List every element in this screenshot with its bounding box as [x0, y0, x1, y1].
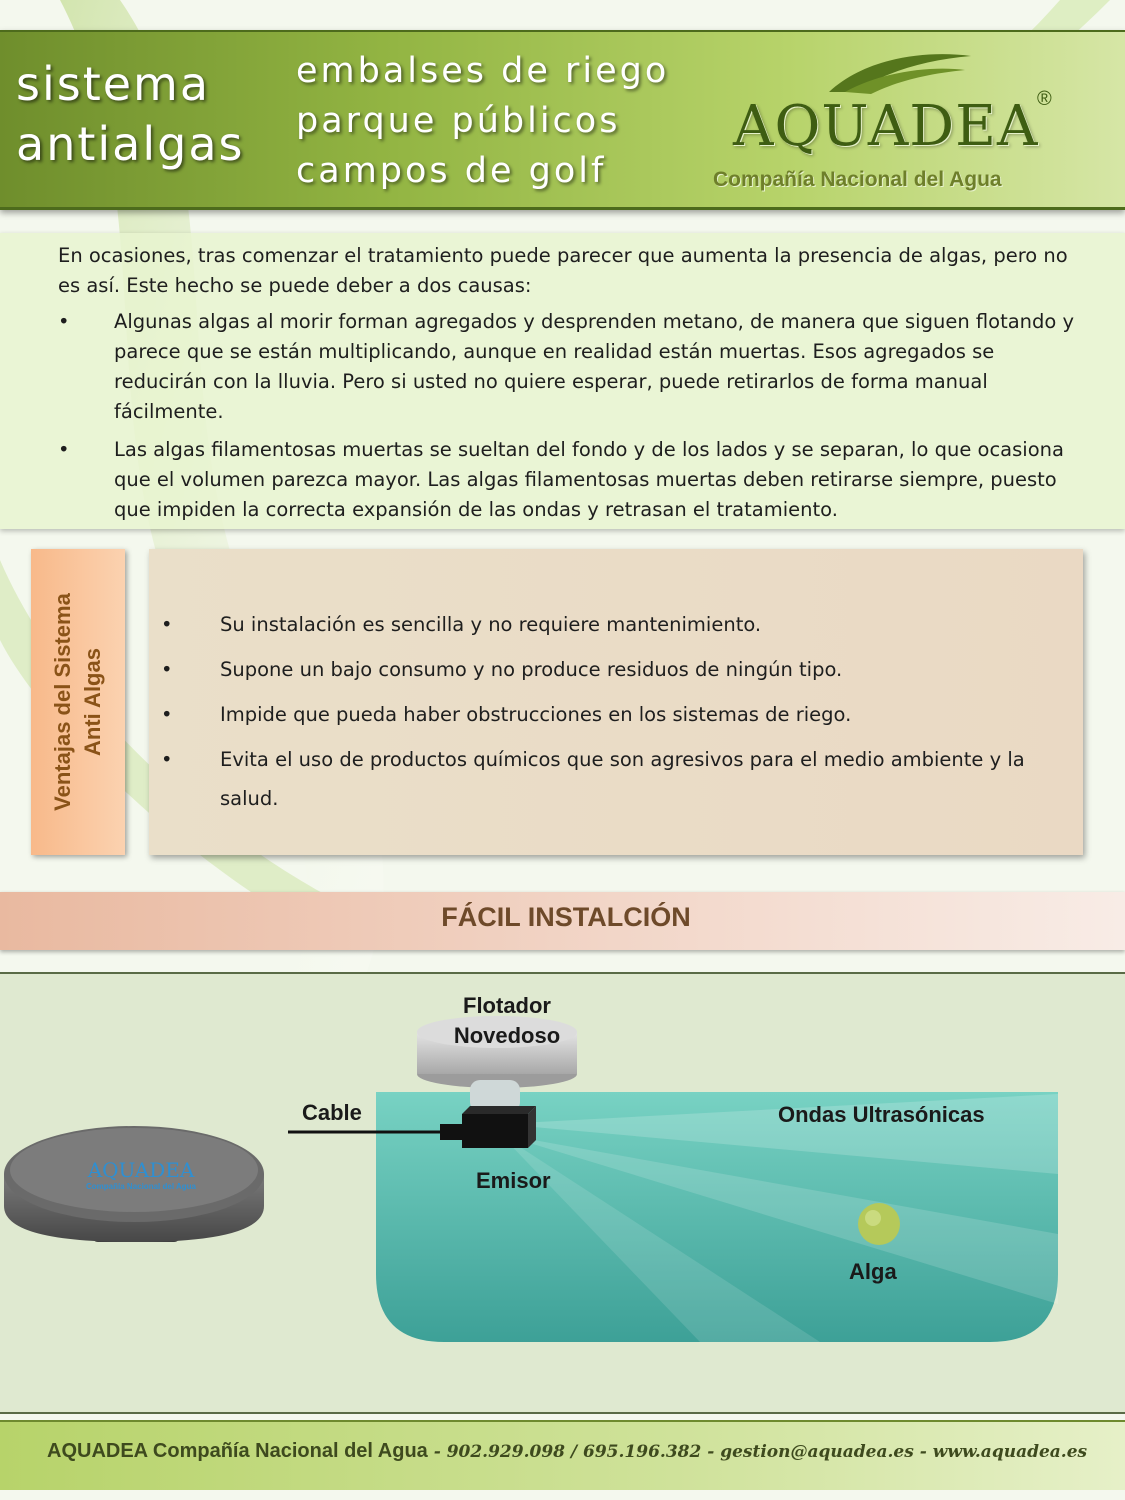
- list-item: [161, 605, 1051, 644]
- advantage-text: Evita el uso de productos químicos que son agresivos para el medio ambiente y la salud.: [220, 748, 1025, 810]
- advantages-side-label: [31, 549, 125, 855]
- advantages-label-line-1: Ventajas del Sistema: [50, 593, 75, 811]
- device-logo-name: AQUADEA: [87, 1158, 195, 1182]
- footer-text: [47, 1440, 1087, 1463]
- list-item: [161, 740, 1051, 818]
- cable-label: Cable: [302, 1100, 362, 1125]
- main-title-line-2: antialgas: [16, 117, 245, 171]
- advantage-text: Impide que pueda haber obstrucciones en los sistemas de riego.: [220, 703, 852, 726]
- ultrasonic-waves-label: Ondas Ultrasónicas: [778, 1102, 985, 1127]
- subtitle-line-3: campos de golf: [296, 151, 607, 191]
- intro-panel: [0, 233, 1125, 529]
- advantages-label-text: [48, 552, 108, 852]
- bullet-icon: •: [161, 658, 173, 681]
- footer: [0, 1420, 1125, 1490]
- bullet-icon: •: [161, 748, 173, 771]
- bullet-icon: •: [58, 310, 70, 333]
- footer-contact: - 902.929.098 / 695.196.382 - gestion@aquadea.es - www.aquadea.es: [427, 1442, 1088, 1462]
- alga-label: Alga: [849, 1259, 897, 1284]
- advantages-list: [161, 605, 1051, 824]
- floater-label: [444, 991, 570, 1051]
- footer-company: AQUADEA Compañía Nacional del Agua: [47, 1440, 428, 1462]
- bullet-icon: •: [161, 613, 173, 636]
- floater-label-line-2: Novedoso: [453, 1023, 561, 1048]
- emitter-box: [462, 1106, 536, 1114]
- subtitle-line-2: parque públicos: [296, 101, 621, 141]
- intro-text: [58, 241, 1078, 533]
- floater-label-line-1: Flotador: [463, 993, 551, 1018]
- list-item: [58, 307, 1078, 427]
- emitter-box-front: [462, 1114, 528, 1148]
- subtitle-list: [296, 46, 669, 196]
- device-logo: [66, 1158, 216, 1191]
- bullet-icon: •: [58, 438, 70, 461]
- advantage-text: Su instalación es sencilla y no requiere mantenimiento.: [220, 613, 762, 636]
- advantage-text: Supone un bajo consumo y no produce residuos de ningún tipo.: [220, 658, 843, 681]
- intro-bullet-text: Algunas algas al morir forman agregados y desprenden metano, de manera que siguen flotando y parece que se están multiplicando, aunque en realidad están muertas. Esos agregados se reducirán con la lluvia. Pero si usted no quiere esperar, puede retirarlos de forma manual fácilmente.: [114, 310, 1075, 423]
- intro-bullet-text: Las algas filamentosas muertas se sueltan del fondo y de los lados y se separan, lo que ocasiona que el volumen parezca mayor. Las algas filamentosas muertas deben retirarse siempre, puesto que impiden la correcta expansión de las ondas y retrasan el tratamiento.: [114, 438, 1064, 521]
- intro-bullet-list: [58, 307, 1078, 525]
- alga-dot: [858, 1203, 900, 1245]
- section-title: FÁCIL INSTALCIÓN: [441, 902, 691, 932]
- bullet-icon: •: [161, 703, 173, 726]
- aquadea-logo: [715, 42, 1075, 202]
- list-item: [161, 650, 1051, 689]
- registered-mark: ®: [1037, 88, 1052, 110]
- main-title: [16, 54, 244, 174]
- advantages-panel: [149, 549, 1083, 855]
- advantages-label-line-2: Anti Algas: [80, 648, 105, 756]
- header-banner: [0, 30, 1125, 210]
- main-title-line-1: sistema: [16, 57, 211, 111]
- device-logo-tagline: Compañía Nacional del Agua: [86, 1182, 196, 1191]
- subtitle-line-1: embalses de riego: [296, 51, 670, 91]
- section-title-bar: [0, 892, 1125, 950]
- emitter-label: Emisor: [476, 1168, 551, 1193]
- logo-wordmark: AQUADEA: [733, 94, 1039, 159]
- list-item: [161, 695, 1051, 734]
- intro-paragraph: En ocasiones, tras comenzar el tratamiento puede parecer que aumenta la presencia de algas, pero no es así. Este hecho se puede deber a dos causas:: [58, 244, 1068, 297]
- leaf-logo-icon: [825, 48, 975, 96]
- list-item: [58, 435, 1078, 525]
- installation-diagram: [0, 972, 1125, 1414]
- logo-tagline: Compañía Nacional del Agua: [713, 168, 1002, 191]
